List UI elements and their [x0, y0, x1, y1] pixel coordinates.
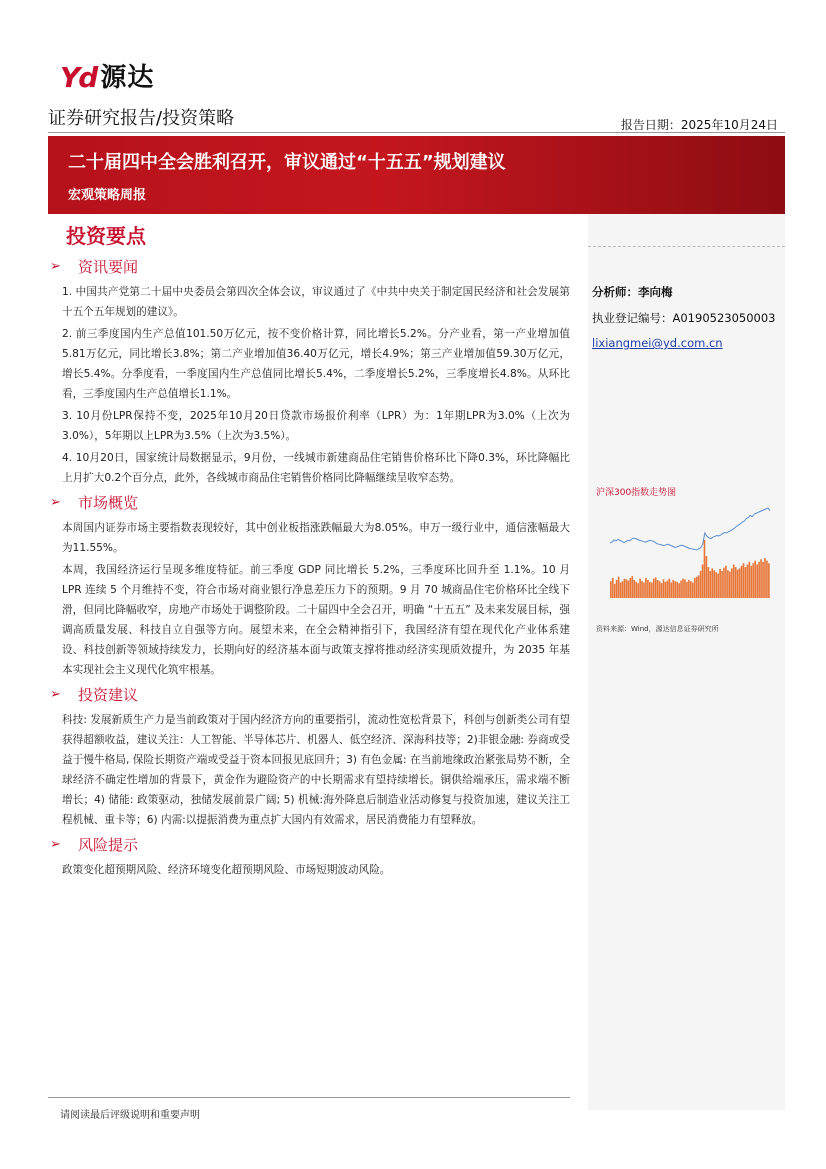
analyst-email-link[interactable]: lixiangmei@yd.com.cn: [592, 336, 723, 350]
paragraph: 4. 10月20日，国家统计局数据显示，9月份，一线城市新建商品住宅销售价格环比下降0.3%，环比降幅比上月扩大0.2个百分点，此外，各线城市商品住宅销售价格同比降幅继续呈收窄态势。: [62, 452, 570, 484]
volume-bar: [633, 580, 635, 598]
volume-bar: [756, 564, 758, 598]
volume-bar: [729, 572, 731, 598]
volume-bar: [618, 577, 620, 598]
paragraph: 科技: 发展新质生产力是当前政策对于国内经济方向的重要指引，流动性宽松背景下，科创与创新类公司有望获得超额收益，建议关注：人工智能、半导体芯片、机器人、低空经济、深海科技等；2)非银金融: 券商或受益于慢牛格局, 保险长期资产端或受益于资本回报见底回升；3) 有色金属: 在当前地缘政治紧张局势不断，全球经济不确定性增加的背景下，黄金作为避险资产的中长期需求有望持续增长。铜供给端承压，需求端不断增长；4) 储能: 政策驱动，独储发展前景广阔; 5) 机械:海外降息后制造业活动修复与投资加速，建议关注工程机械、重卡等；6) 内需:以提振消费为重点扩大国内有效需求，居民消费能力有望释放。: [62, 714, 570, 826]
volume-bar: [643, 583, 645, 598]
arrow-right-icon: ➢: [50, 258, 61, 274]
volume-bar: [704, 540, 706, 598]
paragraph: 政策变化超预期风险、经济环境变化超预期风险、市场短期波动风险。: [62, 864, 391, 876]
volume-bar: [721, 571, 723, 598]
volume-bar: [747, 564, 749, 598]
volume-bar: [768, 563, 770, 598]
section-market-header: [50, 490, 570, 514]
logo-mark: Yd: [60, 61, 97, 94]
report-date: 报告日期：2025年10月24日: [620, 118, 778, 132]
arrow-right-icon: ➢: [50, 494, 61, 510]
sidebar-divider: [588, 246, 785, 247]
volume-bar: [711, 568, 713, 598]
volume-bar: [657, 580, 659, 598]
volume-bar: [752, 563, 754, 598]
paragraph: 3. 10月份LPR保持不变，2025年10月20日贷款市场报价利率（LPR）为：1年期LPR为3.0%（上次为3.0%），5年期以上LPR为3.5%（上次为3.5%）。: [62, 410, 570, 442]
volume-bar: [622, 581, 624, 598]
document-type: 证券研究报告/投资策略: [48, 108, 235, 129]
volume-bar: [741, 566, 743, 598]
volume-bar: [710, 571, 712, 598]
volume-bar: [743, 563, 745, 598]
volume-bar: [750, 566, 752, 598]
volume-bar: [624, 579, 626, 598]
volume-bar: [647, 580, 649, 598]
volume-bar: [635, 582, 637, 598]
volume-bar: [727, 570, 729, 598]
volume-bar: [628, 581, 630, 598]
chart-title: 沪深300指数走势图: [596, 488, 677, 498]
section-news-header: [50, 254, 570, 278]
section-risk-header: [50, 832, 570, 856]
volume-bar: [715, 572, 717, 598]
paragraph: 2. 前三季度国内生产总值101.50万亿元，按不变价格计算，同比增长5.2%。分产业看，第一产业增加值5.81万亿元，同比增长3.8%；第二产业增加值36.40万亿元，增长4.9%；第三产业增加值59.30万亿元，增长5.4%。分季度看，一季度国内生产总值同比增长5.4%，二季度增长5.2%，三季度增长4.8%。从环比看，三季度国内生产总值增长1.1%。: [62, 328, 570, 400]
analyst-name: 分析师：李向梅: [592, 285, 673, 299]
volume-bar: [708, 567, 710, 598]
index-line: [610, 508, 770, 550]
volume-bar: [764, 558, 766, 598]
arrow-right-icon: ➢: [50, 836, 61, 852]
volume-bar: [674, 581, 676, 598]
volume-bar: [669, 579, 671, 598]
volume-bar: [760, 559, 762, 598]
report-subtitle: 宏观策略周报: [68, 188, 147, 203]
footer-divider: [48, 1097, 570, 1098]
volume-bar: [645, 578, 647, 598]
volume-bar: [725, 566, 727, 598]
volume-bar: [688, 580, 690, 598]
logo-text: 源达: [100, 63, 155, 93]
volume-bar: [639, 579, 641, 598]
volume-bar: [663, 579, 665, 598]
volume-bar: [612, 578, 614, 598]
volume-bar: [686, 582, 688, 598]
volume-bar: [665, 582, 667, 598]
volume-bar: [717, 574, 719, 598]
section-title: 资讯要闻: [78, 257, 139, 276]
paragraph: 1. 中国共产党第二十届中央委员会第四次全体会议，审议通过了《中共中央关于制定国民经济和社会发展第十五个五年规划的建议》。: [62, 286, 570, 318]
title-banner: [48, 136, 785, 214]
volume-bar: [749, 562, 751, 598]
volume-bar: [737, 570, 739, 598]
volume-bar: [700, 571, 702, 598]
volume-bar: [667, 581, 669, 598]
volume-bar: [637, 583, 639, 598]
volume-bar: [655, 577, 657, 598]
main-content: [48, 214, 570, 882]
volume-bar: [696, 577, 698, 598]
volume-bar: [676, 582, 678, 598]
paragraph: 本周，我国经济运行呈现多维度特征。前三季度 GDP 同比增长 5.2%，三季度环比回升至 1.1%。10 月 LPR 连续 5 个月维持不变，符合市场对商业银行净息差压力下的预期。9 月 70 城商品住宅价格环比全线下滑，但同比降幅收窄，房地产市场处于调整阶段。二十届四中全会召开，明确 “十五五” 及未来发展目标，强调高质量发展、科技自立自强等方向。展望未来，在全会精神指引下，我国经济有望在现代化产业体系建设、科技创新等领域持续发力，长期向好的经济基本面与政策支撑将推动经济实现质效提升，为 2035 年基本实现社会主义现代化筑牢根基。: [62, 564, 570, 676]
section-title: 投资建议: [78, 685, 139, 704]
volume-bar: [766, 561, 768, 598]
volume-bar: [731, 568, 733, 598]
section-heading: 投资要点: [66, 224, 146, 248]
volume-bar: [641, 581, 643, 598]
volume-bar: [649, 582, 651, 598]
volume-bar: [653, 579, 655, 598]
volume-bar: [762, 562, 764, 598]
volume-bar: [719, 569, 721, 598]
volume-bar: [610, 581, 612, 598]
report-title: 二十届四中全会胜利召开，审议通过“十五五”规划建议: [68, 152, 506, 173]
chart-source: 资料来源：Wind，源达信息证券研究所: [596, 625, 719, 633]
volume-bar: [754, 561, 756, 598]
volume-bar: [630, 578, 632, 598]
arrow-right-icon: ➢: [50, 686, 61, 702]
sidebar: [588, 214, 785, 1110]
volume-bar: [713, 570, 715, 598]
index-trend-chart: [596, 500, 776, 620]
volume-bar: [733, 564, 735, 598]
volume-bar: [682, 579, 684, 598]
volume-bar: [694, 578, 696, 598]
volume-bar: [698, 575, 700, 598]
section-title: 风险提示: [78, 835, 139, 854]
volume-bar: [692, 583, 694, 598]
volume-bar: [616, 580, 618, 598]
volume-bar: [651, 583, 653, 598]
brand-logo: [60, 62, 154, 94]
section-advice-header: [50, 682, 570, 706]
volume-bar: [735, 567, 737, 598]
footer-disclaimer: 请阅读最后评级说明和重要声明: [60, 1110, 200, 1121]
volume-bar: [680, 581, 682, 598]
volume-bar: [745, 567, 747, 598]
volume-bar: [690, 581, 692, 598]
volume-bar: [620, 583, 622, 598]
volume-bar: [670, 583, 672, 598]
volume-bar: [614, 584, 616, 598]
volume-bar: [631, 576, 633, 598]
volume-bar: [626, 579, 628, 598]
volume-bar: [702, 564, 704, 598]
registration-number: 执业登记编号：A0190523050003: [592, 311, 776, 325]
volume-bar: [739, 568, 741, 598]
volume-bar: [706, 556, 708, 598]
volume-bar: [672, 580, 674, 598]
paragraph: 本周国内证券市场主要指数表现较好，其中创业板指涨跌幅最大为8.05%。申万一级行业中，通信涨幅最大为11.55%。: [62, 522, 570, 554]
volume-bar: [723, 568, 725, 598]
volume-bar: [661, 583, 663, 598]
volume-bar: [659, 581, 661, 598]
volume-bar: [758, 562, 760, 598]
section-title: 市场概览: [78, 493, 139, 512]
header-divider: [48, 132, 785, 133]
volume-bar: [678, 583, 680, 598]
volume-bar: [684, 579, 686, 598]
